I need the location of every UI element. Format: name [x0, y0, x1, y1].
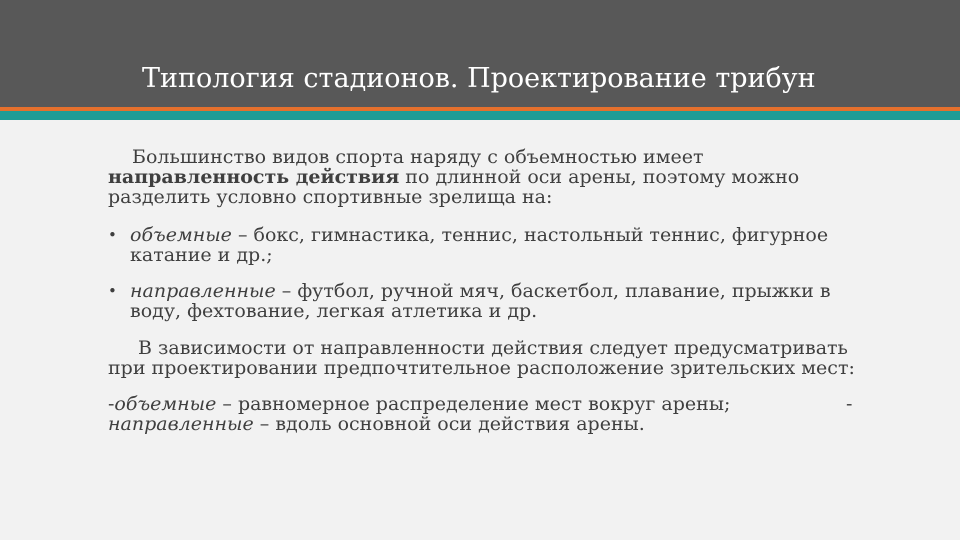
- list-item-directional: [108, 281, 868, 321]
- bullet-icon: •: [108, 282, 117, 300]
- placement-paragraph: В зависимости от направленности действия следует предусматривать при проектировании предпочтительное расположение зрительских мест:: [108, 337, 855, 379]
- conclusion-text-directional: – вдоль основной оси действия арены.: [253, 413, 645, 435]
- slide-header: [0, 0, 960, 107]
- conclusion-text-volumetric: – равномерное распределение мест вокруг арены;: [216, 393, 731, 415]
- accent-stripe-teal: [0, 111, 960, 120]
- conclusion-paragraph: [108, 394, 868, 434]
- slide-title: Типология стадионов. Проектирование трибун: [142, 63, 816, 94]
- intro-lead: Большинство видов спорта наряду с объемностью имеет: [132, 146, 704, 168]
- sport-type-list: [108, 225, 868, 321]
- conclusion-dash: -: [846, 393, 853, 415]
- slide-body: [108, 147, 868, 434]
- conclusion-dash: -: [108, 393, 115, 415]
- bullet-term: объемные: [130, 224, 232, 246]
- bullet-text: – футбол, ручной мяч, баскетбол, плавание, прыжки в воду, фехтование, легкая атлетика и др.: [130, 280, 831, 322]
- bullet-term: направленные: [130, 280, 276, 302]
- intro-paragraph: [108, 147, 868, 207]
- list-item-volumetric: [108, 225, 868, 265]
- intro-emphasis: направленность действия: [108, 166, 400, 188]
- bullet-icon: •: [108, 226, 117, 244]
- conclusion-term-directional: направленные: [108, 413, 254, 435]
- intro-rest: по длинной оси арены, поэтому можно разделить условно спортивные зрелища на:: [108, 166, 800, 208]
- bullet-text: – бокс, гимнастика, теннис, настольный теннис, фигурное катание и др.;: [130, 224, 829, 266]
- conclusion-term-volumetric: объемные: [114, 393, 217, 415]
